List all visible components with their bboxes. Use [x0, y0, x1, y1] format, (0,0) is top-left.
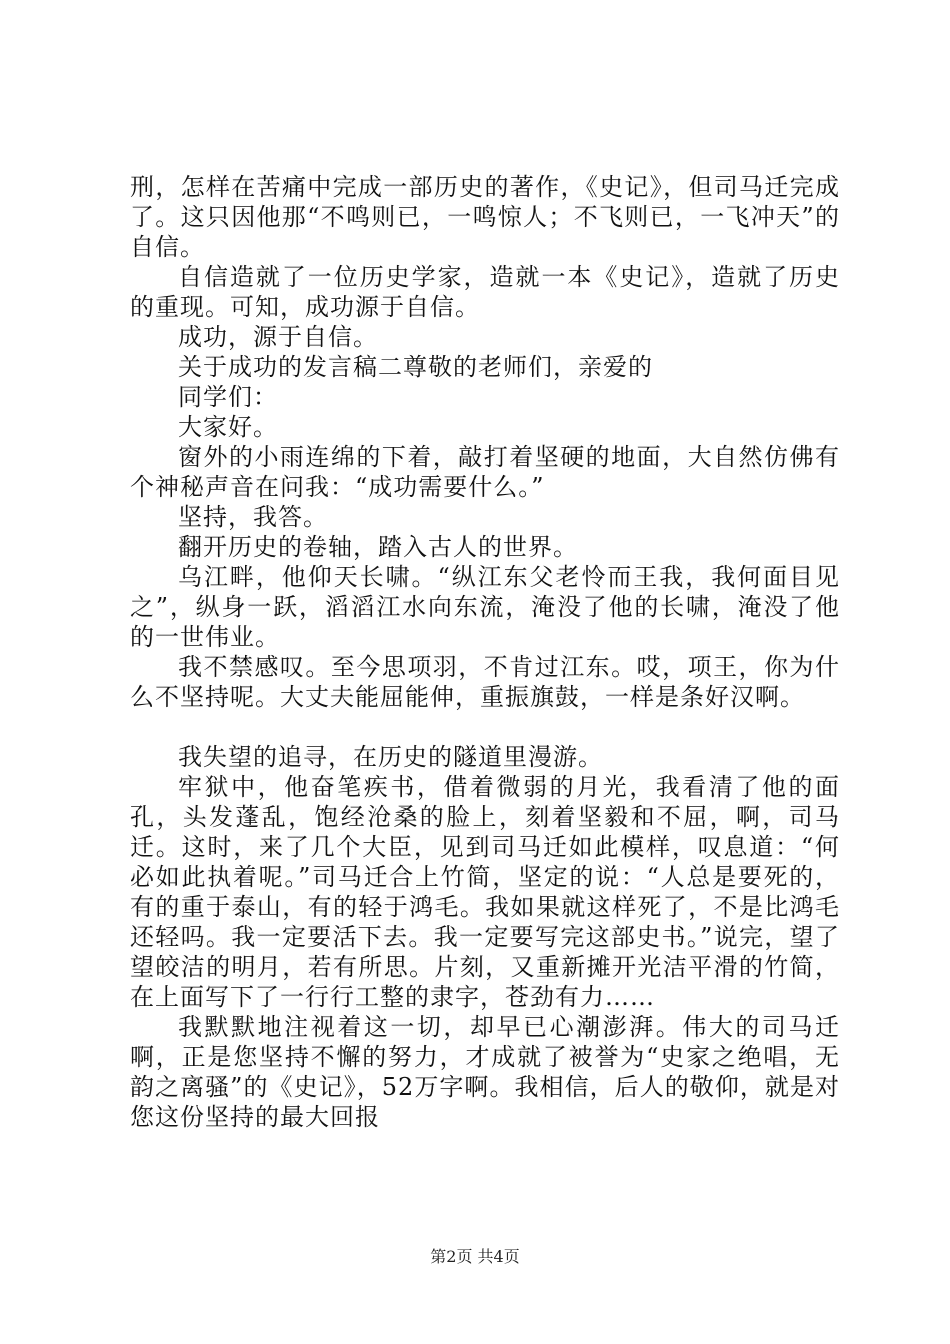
paragraph-6: 大家好。	[178, 413, 278, 441]
paragraph-7: 窗外的小雨连绵的下着，敲打着坚硬的地面，大自然仿佛有个神秘声音在问我：“成功需要什么。”	[130, 443, 840, 501]
paragraph-11: 我不禁感叹。至今思项羽，不肯过江东。哎，项王，你为什么不坚持呢。大丈夫能屈能伸，重振旗鼓，一样是条好汉啊。	[130, 653, 840, 711]
page-number-label: 第2页 共4页	[430, 1247, 520, 1266]
page-footer	[0, 1247, 950, 1267]
paragraph-8: 坚持，我答。	[178, 503, 328, 531]
paragraph-9: 翻开历史的卷轴，踏入古人的世界。	[178, 533, 578, 561]
paragraph-1: 刑，怎样在苦痛中完成一部历史的著作，《史记》，但司马迁完成了。这只因他那“不鸣则已，一鸣惊人；不飞则已，一飞冲天”的自信。	[130, 173, 840, 261]
paragraph-5: 同学们：	[178, 383, 278, 411]
paragraph-4: 关于成功的发言稿二尊敬的老师们，亲爱的	[178, 353, 653, 381]
paragraph-14: 我默默地注视着这一切，却早已心潮澎湃。伟大的司马迁啊，正是您坚持不懈的努力，才成就了被誉为“史家之绝唱，无韵之离骚”的《史记》，52万字啊。我相信，后人的敬仰，就是对您这份坚持的最大回报	[130, 1013, 840, 1131]
paragraph-12: 我失望的追寻，在历史的隧道里漫游。	[178, 743, 603, 771]
body-text	[130, 172, 840, 1132]
paragraph-2: 自信造就了一位历史学家，造就一本《史记》，造就了历史的重现。可知，成功源于自信。	[130, 263, 840, 321]
paragraph-3: 成功，源于自信。	[178, 323, 378, 351]
paragraph-10: 乌江畔，他仰天长啸。“纵江东父老怜而王我，我何面目见之”，纵身一跃，滔滔江水向东流，淹没了他的长啸，淹没了他的一世伟业。	[130, 563, 840, 651]
paragraph-13: 牢狱中，他奋笔疾书，借着微弱的月光，我看清了他的面孔，头发蓬乱，饱经沧桑的脸上，刻着坚毅和不屈，啊，司马迁。这时，来了几个大臣，见到司马迁如此模样，叹息道：“何必如此执着呢。”司马迁合上竹简，坚定的说：“人总是要死的，有的重于泰山，有的轻于鸿毛。我如果就这样死了，不是比鸿毛还轻吗。我一定要活下去。我一定要写完这部史书。”说完，望了望皎洁的明月，若有所思。片刻，又重新摊开光洁平滑的竹简，在上面写下了一行行工整的隶字，苍劲有力……	[130, 773, 840, 1011]
